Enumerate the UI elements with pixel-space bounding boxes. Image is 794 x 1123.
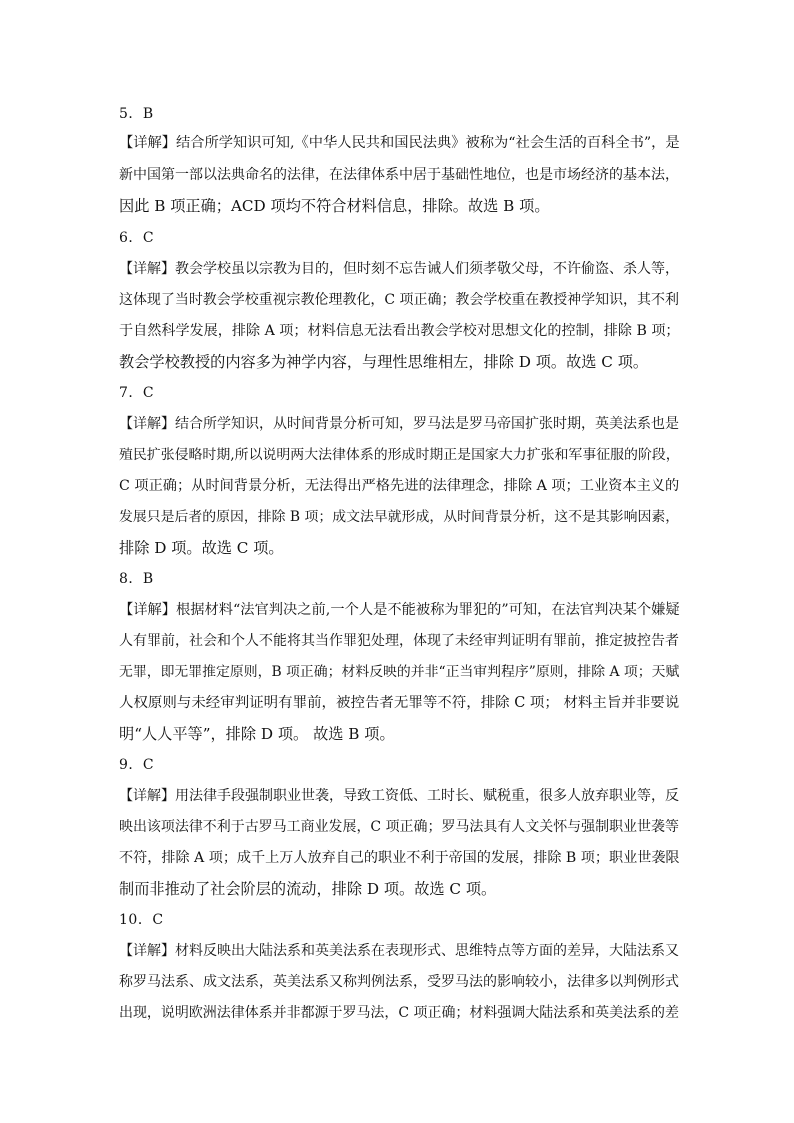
question-number: 8．B <box>119 571 154 587</box>
answer-explanation-line: 制而非推动了社会阶层的流动，排除 D 项。故选 C 项。 <box>119 880 497 898</box>
answer-explanation-line: 于自然科学发展，排除 A 项；材料信息无法看出教会学校对思想文化的控制，排除 B 项； <box>119 323 680 339</box>
answer-explanation-line: 这体现了当时教会学校重视宗教伦理教化，C 项正确；教会学校重在教授神学知识，其不利 <box>119 292 679 308</box>
question-number: 6．C <box>119 230 155 246</box>
answer-explanation-line: 殖民扩张侵略时期,所以说明两大法律体系的形成时期正是国家大力扩张和军事征服的阶段， <box>119 447 680 463</box>
answer-explanation-line: 发展只是后者的原因，排除 B 项；成文法早就形成，从时间背景分析，这不是其影响因素， <box>119 509 680 525</box>
question-number: 10．C <box>119 912 164 928</box>
question-number: 9．C <box>119 757 155 773</box>
answer-explanation-line: 新中国第一部以法典命名的法律，在法律体系中居于基础性地位，也是市场经济的基本法， <box>119 167 679 183</box>
answer-explanation-line: 【详解】根据材料“法官判决之前,一个人是不能被称为罪犯的”可知，在法官判决某个嫌疑 <box>119 602 680 618</box>
answer-explanation-line: 无罪，即无罪推定原则，B 项正确；材料反映的并非“正当审判程序”原则，排除 A 项；天赋 <box>119 664 680 680</box>
answer-explanation-line: C 项正确；从时间背景分析，无法得出严格先进的法律理念，排除 A 项；工业资本主义的 <box>119 478 680 494</box>
answer-explanation-line: 排除 D 项。故选 C 项。 <box>119 539 284 557</box>
answer-explanation-line: 【详解】结合所学知识可知,《中华人民共和国民法典》被称为“社会生活的百科全书”，是 <box>119 135 680 151</box>
answer-explanation-line: 【详解】材料反映出大陆法系和英美法系在表现形式、思维特点等方面的差异，大陆法系又 <box>119 943 679 959</box>
answer-explanation-line: 人权原则与未经审判证明有罪前，被控告者无罪等不符，排除 C 项； 材料主旨并非要说 <box>119 695 680 711</box>
answer-explanation-line: 称罗马法系、成文法系，英美法系又称判例法系，受罗马法的影响较小，法律多以判例形式 <box>119 974 679 990</box>
question-number: 7．C <box>119 385 155 401</box>
question-number: 5．B <box>119 106 154 122</box>
answer-explanation-line: 明“人人平等”，排除 D 项。 故选 B 项。 <box>119 725 395 743</box>
answer-explanation-line: 人有罪前，社会和个人不能将其当作罪犯处理，体现了未经审判证明有罪前，推定披控告者 <box>119 633 679 649</box>
answer-explanation-line: 【详解】结合所学知识，从时间背景分析可知，罗马法是罗马帝国扩张时期，英美法系也是 <box>119 416 679 432</box>
answer-explanation-line: 出现，说明欧洲法律体系并非都源于罗马法，C 项正确；材料强调大陆法系和英美法系的差 <box>119 1005 679 1021</box>
answer-explanation-line: 因此 B 项正确；ACD 项均不符合材料信息，排除。故选 B 项。 <box>119 197 550 215</box>
answer-explanation-line: 【详解】教会学校虽以宗教为目的，但时刻不忘告诫人们须孝敬父母，不许偷盗、杀人等， <box>119 261 679 277</box>
answer-explanation-line: 【详解】用法律手段强制职业世袭，导致工资低、工时长、赋税重，很多人放弃职业等，反 <box>119 788 679 804</box>
answer-explanation-line: 教会学校教授的内容多为神学内容，与理性思维相左，排除 D 项。故选 C 项。 <box>119 353 649 371</box>
answer-explanation-line: 不符，排除 A 项；成千上万人放弃自己的职业不利于帝国的发展，排除 B 项；职业世袭限 <box>119 850 680 866</box>
answer-explanation-line: 映出该项法律不利于古罗马工商业发展，C 项正确；罗马法具有人文关怀与强制职业世袭等 <box>119 819 679 835</box>
